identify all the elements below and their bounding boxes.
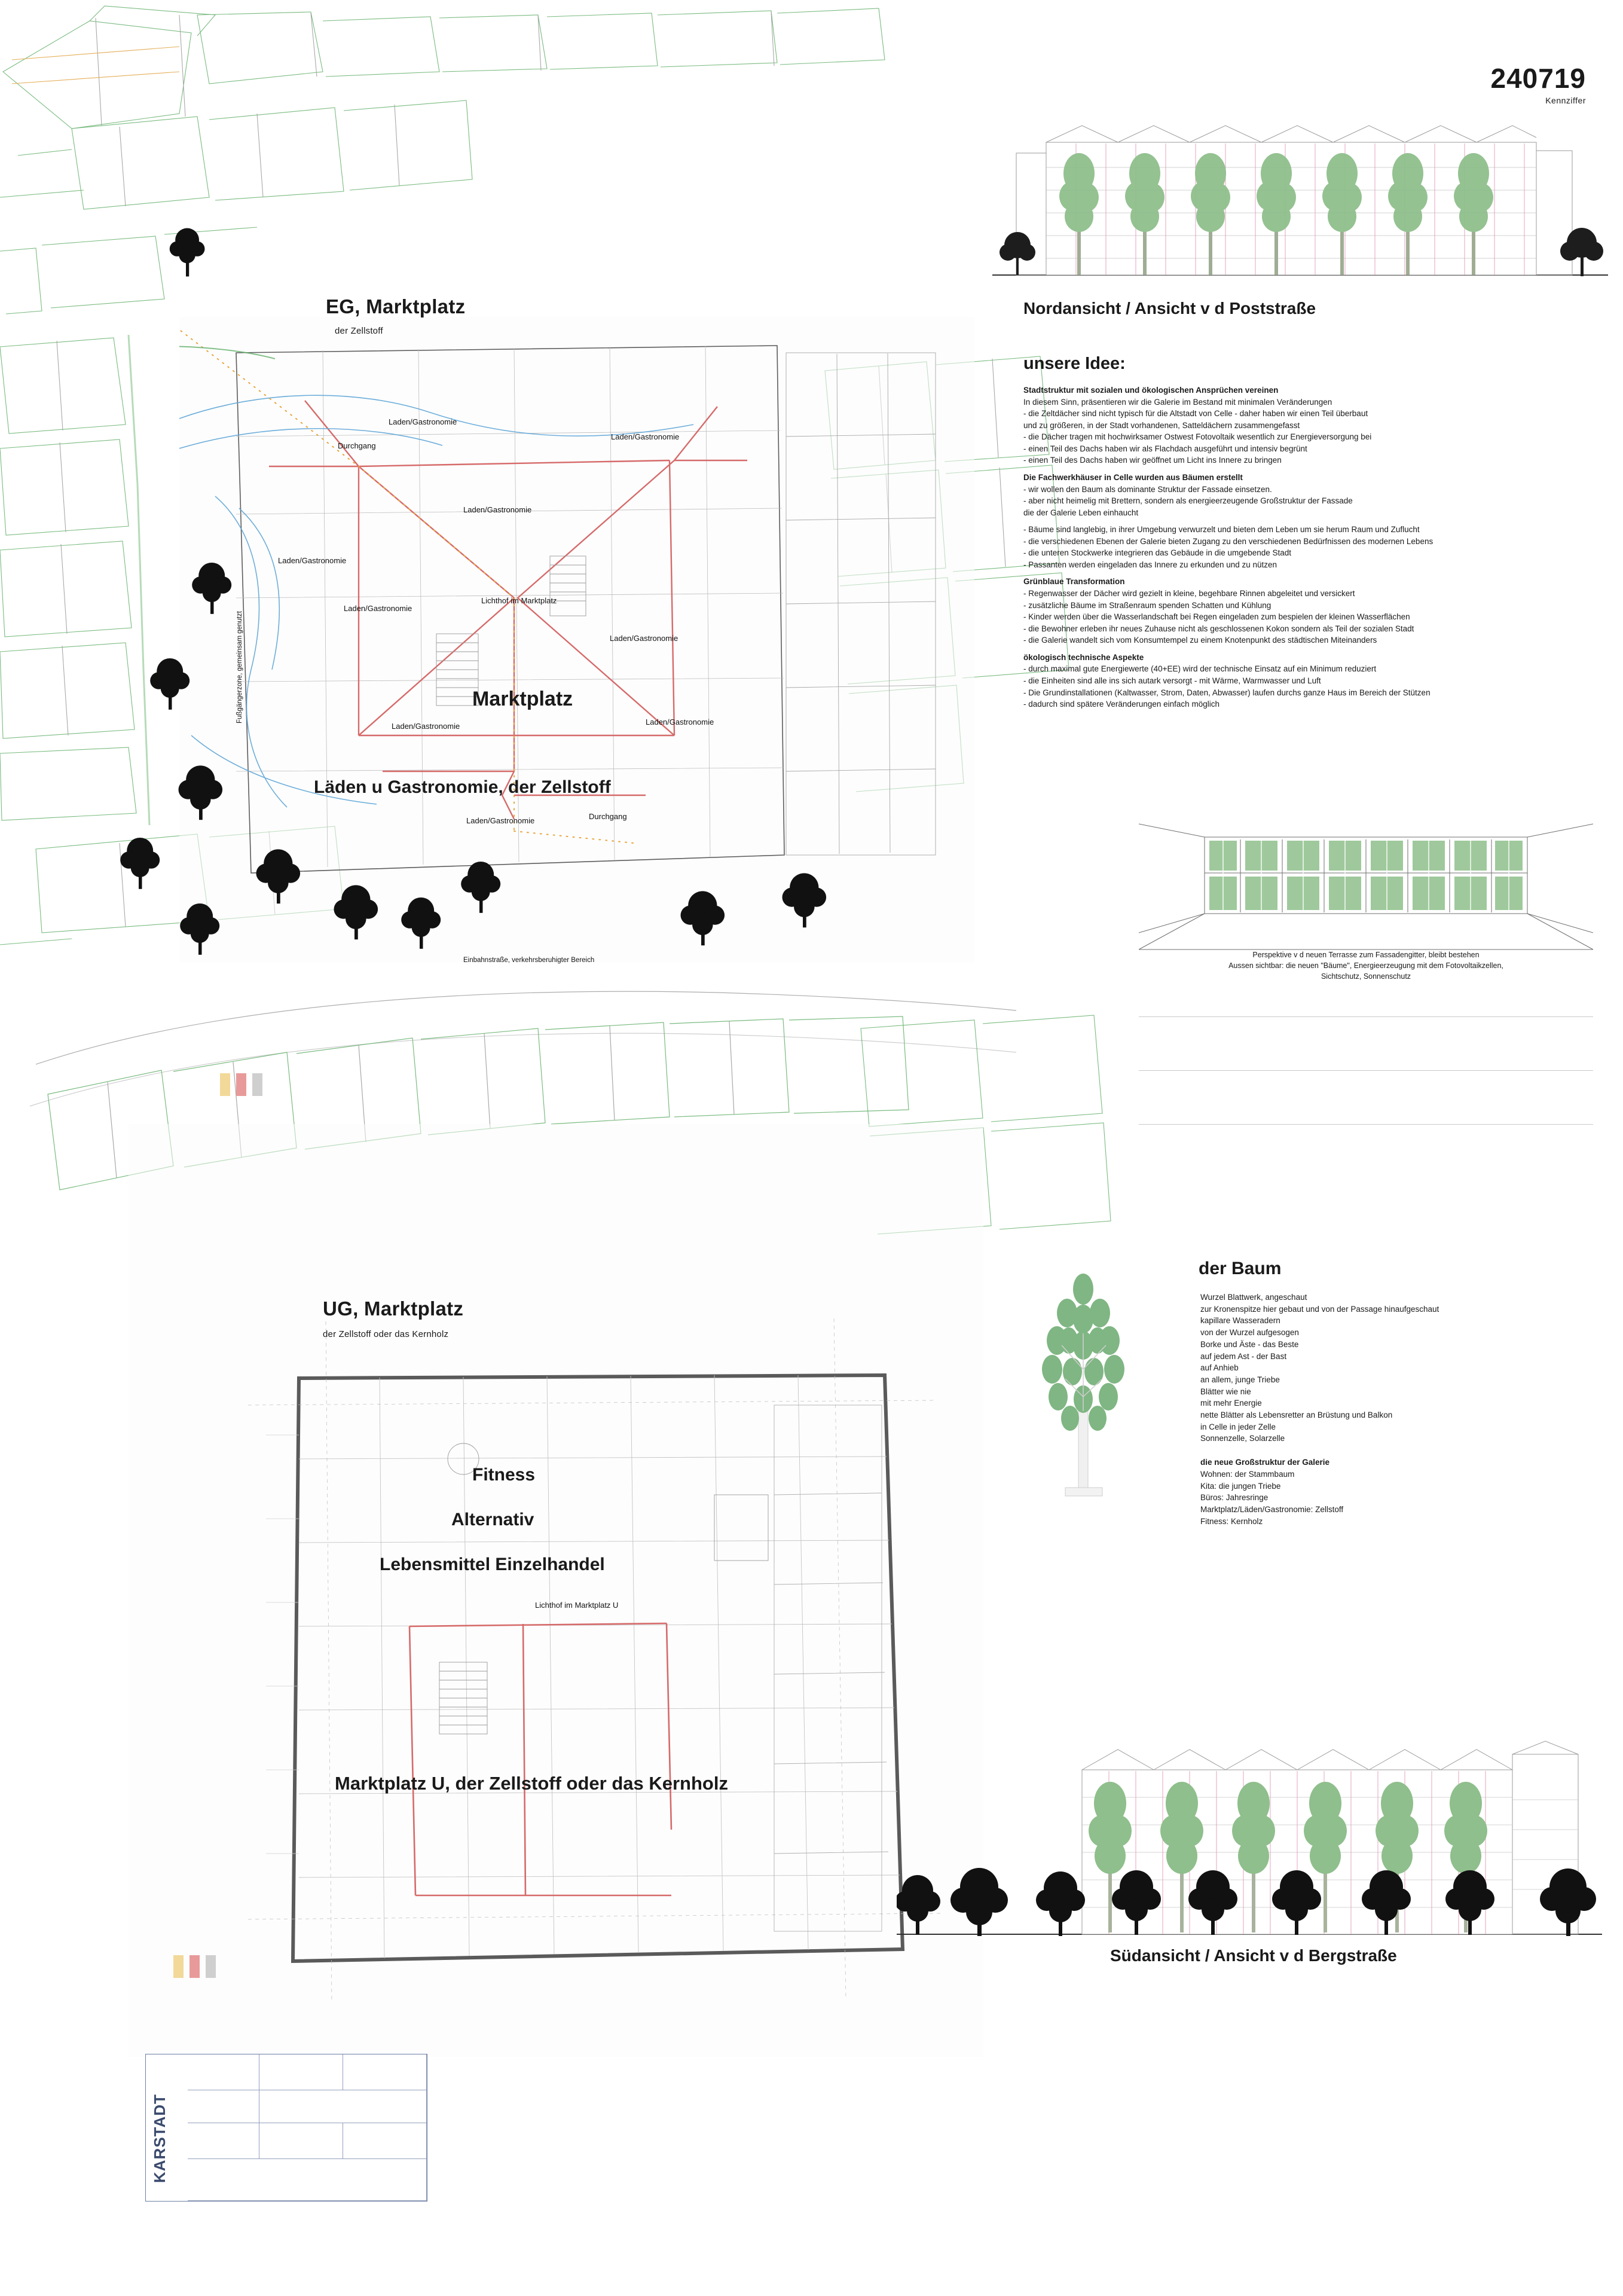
eg-shop-2: Laden/Gastronomie [463,505,532,514]
north-elevation-title: Nordansicht / Ansicht v d Poststraße [1023,299,1316,317]
street-trees-eg [90,203,986,1052]
kennziffer-label: Kennziffer [1545,96,1586,105]
eg-durchgang-1: Durchgang [338,441,376,450]
ug-floor-plan [129,1124,983,2057]
idea-block-3: Grünblaue Transformation - Regenwasser der Dächer wird gezielt in kleine, begehbare Rinnen abgeleitet und versickert - zusätzliche Bäume im Straßenraum spenden Schatten und Kühlung - Kinder werden über die Wasserlandschaft bei Regen eingeladen zum bespielen der kleinen Wasserflächen - die Bewohner erleben ihr neues Zuhause nicht als geschlossenen Kokon sondern als Teil der sozialen Stadt - die Galerie wandelt sich vom Konsumtempel zu einem Knotenpunkt des städtischen Miteinanders [1023,577,1414,645]
eg-bottom-label: Läden u Gastronomie, der Zellstoff [314,777,611,797]
south-elevation-title: Südansicht / Ansicht v d Bergstraße [1110,1946,1397,1965]
eg-durchgang-2: Durchgang [589,812,627,821]
eg-marktplatz-label: Marktplatz [472,688,573,710]
perspective-caption: Perspektive v d neuen Terrasse zum Fassadengitter, bleibt bestehen Aussen sichtbar: die neuen "Bäume", Energieerzeugung mit dem Fotovoltaikzellen, Sichtschutz, Sonnenschutz [1228,951,1503,981]
swatch-eg-red [236,1073,246,1096]
north-elevation [992,96,1608,293]
divider-1 [1139,1016,1593,1017]
eg-shop-5: Laden/Gastronomie [610,634,678,643]
idea-block-2: - Bäume sind langlebig, in ihrer Umgebung verwurzelt und bieten dem Leben um sie herum Raum und Zuflucht - die verschiedenen Ebenen der Galerie bieten Zugang zu den verschiedenen Bedürfnissen des modernen Lebens - die unteren Stockwerke integrieren das Gebäude in die umgebende Stadt - Passanten werden eingeladen das Innere zu erkunden und zu nützen [1023,525,1434,569]
south-elevation [897,1710,1602,1961]
baum-title: der Baum [1199,1259,1282,1278]
ug-use-2: Lebensmittel Einzelhandel [380,1555,605,1574]
eg-street-note: Einbahnstraße, verkehrsberuhigter Bereich [463,957,595,964]
eg-passage-note: Fußgängerzone, gemeinsam genutzt [236,611,243,723]
drawing-title-block [145,2054,427,2202]
ug-use-0: Fitness [472,1465,536,1485]
divider-2 [1139,1070,1593,1071]
eg-plan-subtitle: der Zellstoff [335,326,383,336]
eg-plan-title: EG, Marktplatz [326,295,466,317]
eg-shop-0: Laden/Gastronomie [389,417,457,426]
kennziffer-number: 240719 [1490,63,1586,94]
swatch-red [189,1955,200,1978]
idea-block-4: ökologisch technische Aspekte - durch maximal gute Energiewerte (40+EE) wird der technische Einsatz auf ein Minimum reduziert - die Einheiten sind alle ins sich autark versorgt - mit Wärme, Warmwasser und Luft - Die Grundinstallationen (Kaltwasser, Strom, Daten, Abwasser) laufen durchs ganze Haus im Bereich der Stützen - dadurch sind spätere Veränderungen einfach möglich [1023,652,1431,709]
stamp-brand: KARSTADT [151,2093,169,2183]
eg-shop-6: Laden/Gastronomie [392,722,460,731]
idea-text-block [1023,354,1585,716]
ug-courtyard-label: Lichthof im Marktplatz U [535,1601,619,1610]
idea-block-1: Die Fachwerkhäuser in Celle wurden aus Bäumen erstellt - wir wollen den Baum als dominante Struktur der Fassade einsetzen. - aber nicht heimelig mit Brettern, sondern als energieerzeugende Großstruktur der Fassade die der Galerie Leben einhaucht [1023,472,1353,517]
ug-bottom-label: Marktplatz U, der Zellstoff oder das Kernholz [335,1773,728,1794]
baum-text: Wurzel Blattwerk, angeschaut zur Kronenspitze hier gebaut und von der Passage hinaufgeschaut kapillare Wasseradern von der Wurzel aufgesogen Borke und Äste - das Beste auf jedem Ast - der Bast auf Anhieb an allem, junge Triebe Blätter wie nie mit mehr Energie nette Blätter als Lebensretter an Brüstung und Balkon in Celle in jeder Zelle Sonnenzelle, Solarzelle die neue Großstruktur der Galerie Wohnen: der Stammbaum Kita: die jungen Triebe Büros: Jahresringe Marktplatz/Läden/Gastronomie: Zellstoff Fitness: Kernholz [1200,1293,1439,1526]
eg-shop-8: Laden/Gastronomie [466,816,535,825]
eg-courtyard-label: Lichthof im Marktplatz [481,596,557,605]
swatch-eg-grey [252,1073,262,1096]
ug-plan-subtitle: der Zellstoff oder das Kernholz [323,1329,449,1339]
ug-plan-title: UG, Marktplatz [323,1297,464,1320]
eg-shop-4: Laden/Gastronomie [344,604,412,613]
divider-3 [1139,1124,1593,1125]
idea-block-0: Stadtstruktur mit sozialen und ökologischen Ansprüchen vereinen In diesem Sinn, präsentieren wir die Galerie im Bestand mit minimalen Veränderungen - die Zeltdächer sind nicht typisch für die Altstadt von Celle - daher haben wir einen Teil überbaut und zu größeren, in der Stadt vorhandenen, Satteldächern zusammengefasst - die Dächer tragen mit hochwirksamer Ostwest Fotovoltaik wesentlich zur Energieversorgung bei - einen Teil des Dachs haben wir als Flachdach ausgeführt und intensiv begrünt - einen Teil des Dachs haben wir geöffnet um Licht ins Innere zu bringen [1023,386,1372,465]
eg-shop-3: Laden/Gastronomie [278,556,347,565]
perspective-view [1139,813,1593,951]
swatch-yellow [173,1955,184,1978]
tree-illustration [1010,1262,1160,1513]
eg-shop-1: Laden/Gastronomie [611,432,680,441]
eg-shop-7: Laden/Gastronomie [646,718,714,726]
swatch-grey [206,1955,216,1978]
idea-heading: unsere Idee: [1023,354,1126,373]
ug-use-1: Alternativ [451,1510,534,1529]
swatch-eg-yellow [220,1073,230,1096]
